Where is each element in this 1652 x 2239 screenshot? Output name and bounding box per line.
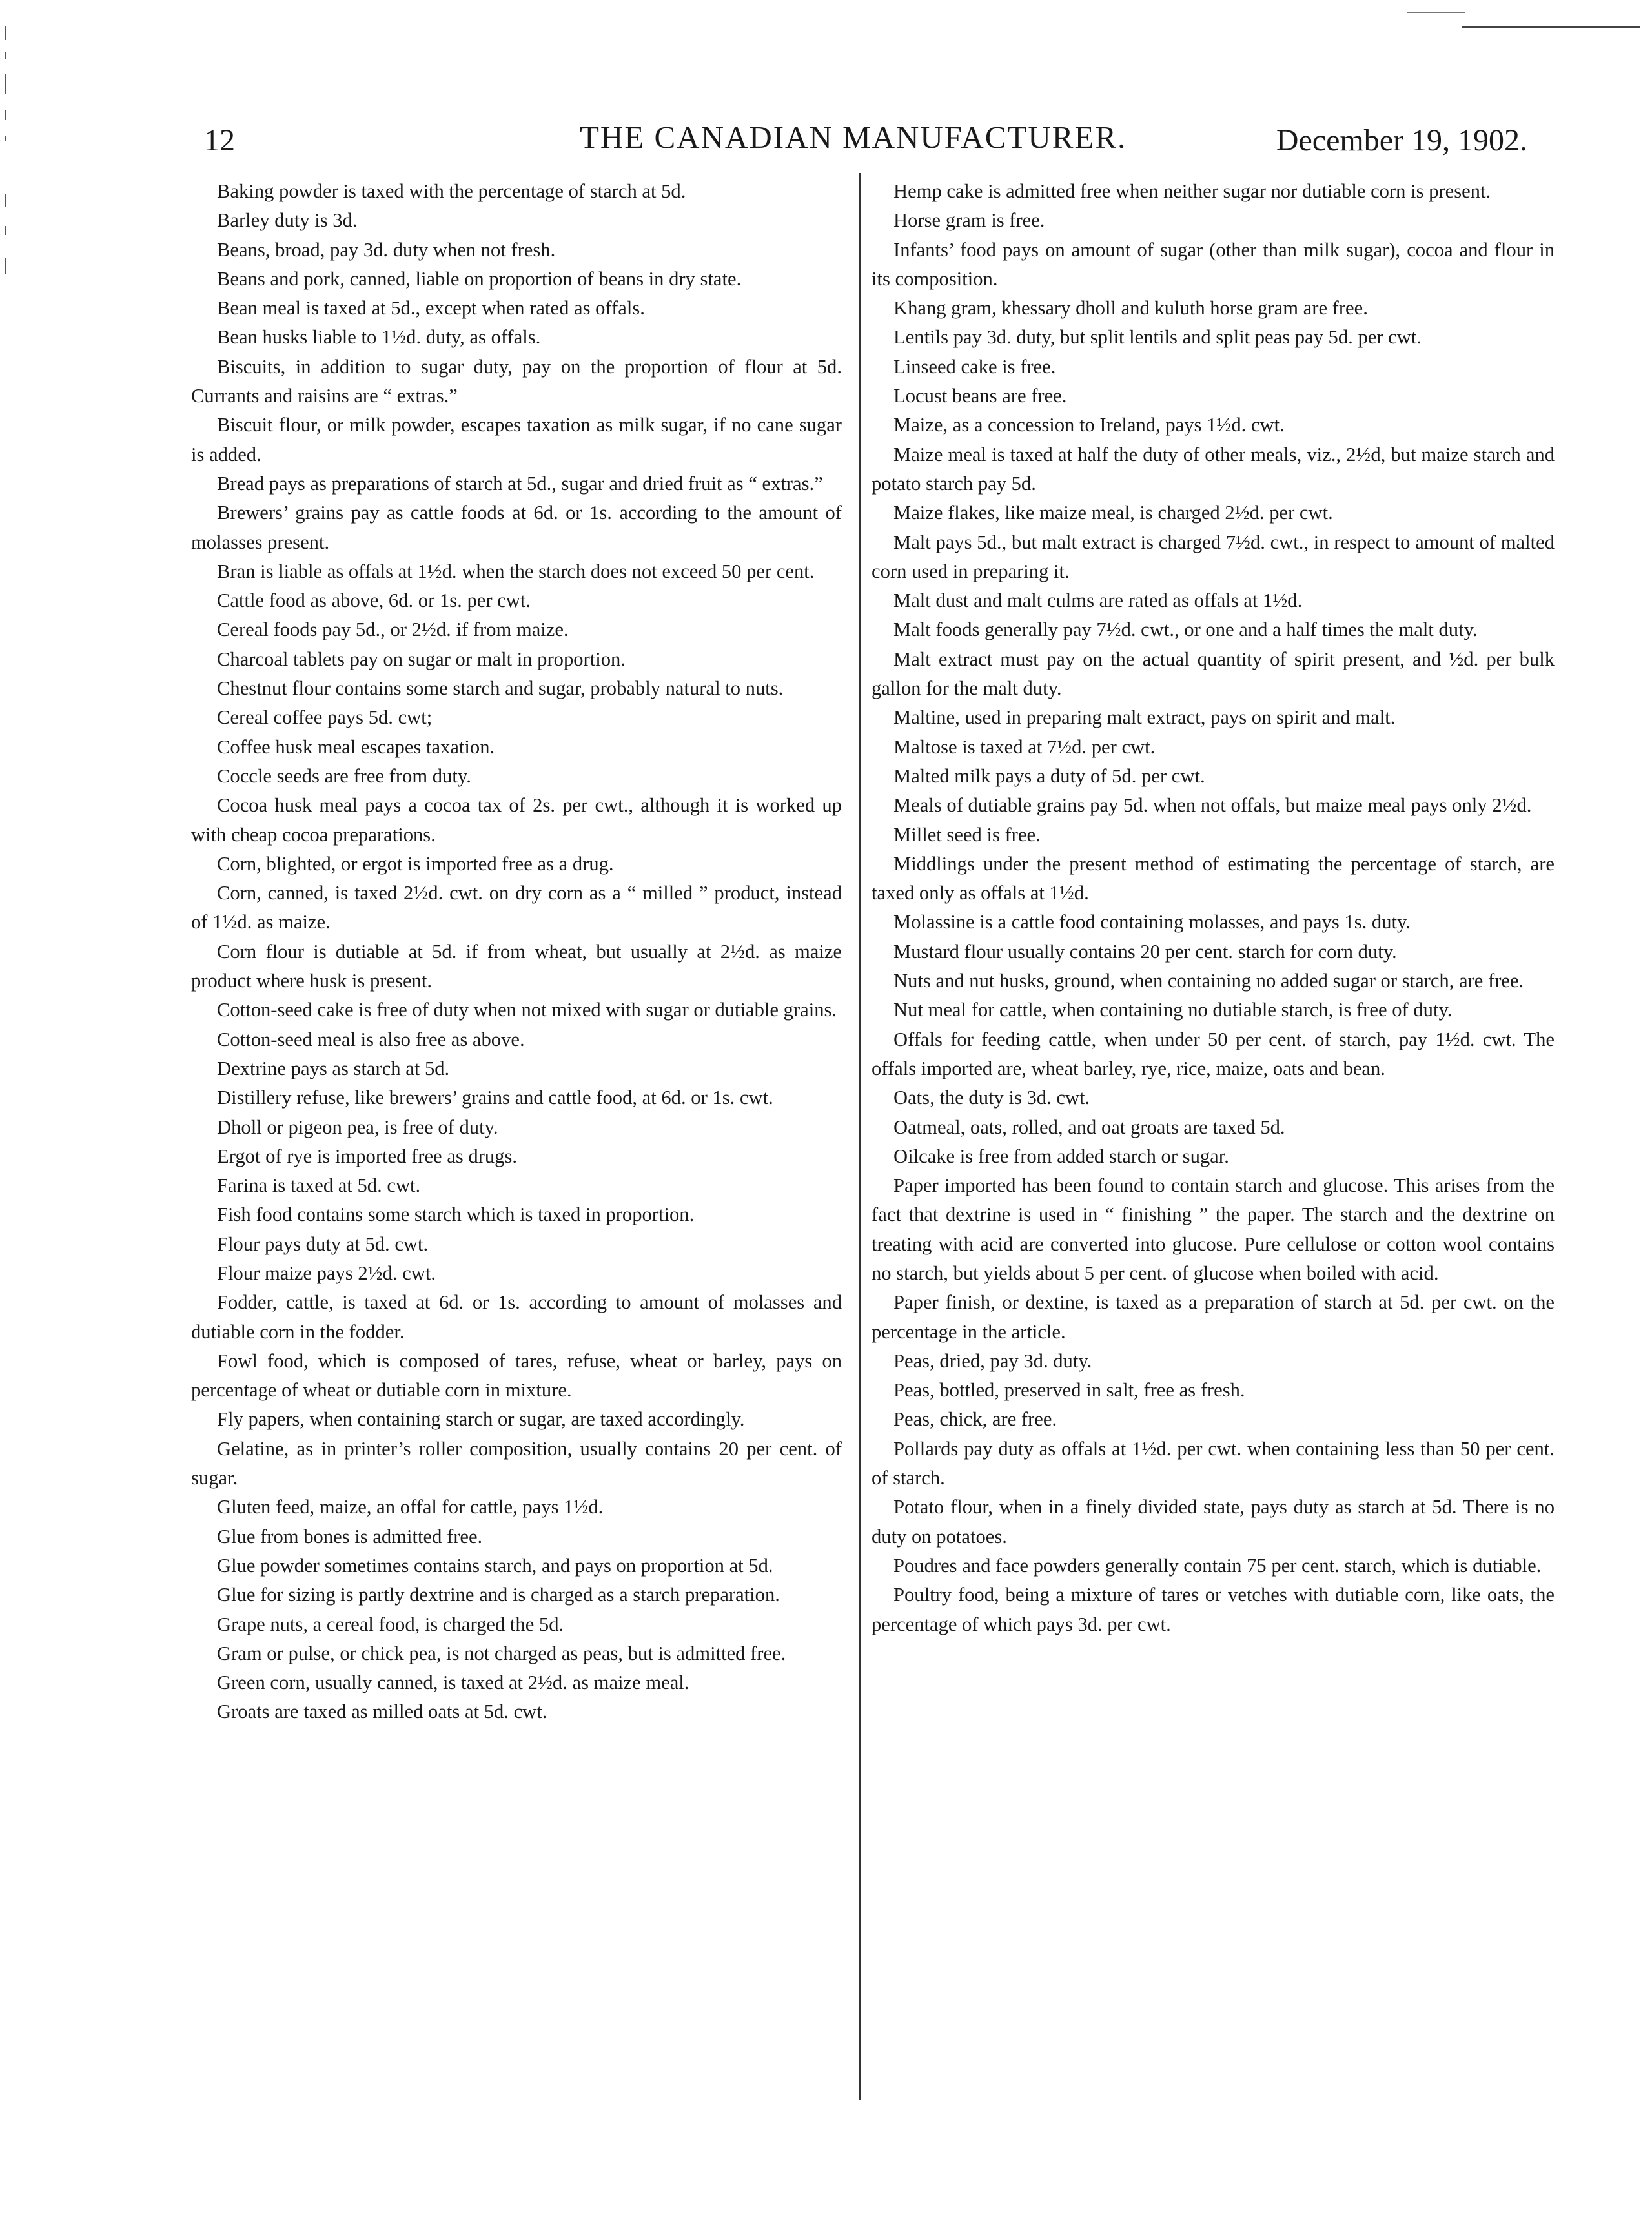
paragraph: Cotton-seed meal is also free as above. [217,1028,525,1050]
paragraph: Malt extract must pay on the actual quantity of spirit present, and ½d. per bulk gallon for the malt duty. [872,648,1555,700]
paragraph: Paper finish, or dextine, is taxed as a preparation of starch at 5d. per cwt. on the percentage in the article. [872,1291,1555,1343]
paragraph: Baking powder is taxed with the percentage of starch at 5d. [217,180,686,202]
paragraph: Horse gram is free. [893,209,1045,232]
paragraph: Peas, bottled, preserved in salt, free as fresh. [893,1379,1245,1402]
paragraph: Green corn, usually canned, is taxed at 2½d. as maize meal. [217,1672,689,1694]
paragraph: Poultry food, being a mixture of tares or vetches with dutiable corn, like oats, the percentage of which pays 3d. per cwt. [872,1584,1555,1635]
paragraph: Mustard flour usually contains 20 per cent. starch for corn duty. [893,940,1397,963]
paragraph: Coccle seeds are free from duty. [217,764,471,787]
paragraph: Nut meal for cattle, when containing no dutiable starch, is free of duty. [893,999,1453,1021]
paragraph: Brewers’ grains pay as cattle foods at 6d. or 1s. according to the amount of molasses present. [191,502,842,553]
paragraph: Linseed cake is free. [893,355,1056,378]
publication-title: THE CANADIAN MANUFACTURER. [580,119,1127,155]
issue-date: December 19, 1902. [1276,123,1527,158]
paragraph: Oilcake is free from added starch or sugar. [893,1145,1229,1167]
paragraph: Maize flakes, like maize meal, is charged 2½d. per cwt. [893,502,1333,524]
paragraph: Dextrine pays as starch at 5d. [217,1057,450,1079]
paragraph: Potato flour, when in a finely divided state, pays duty as starch at 5d. There is no duty on potatoes. [872,1496,1555,1548]
page-number: 12 [204,123,235,158]
paragraph: Corn, canned, is taxed 2½d. cwt. on dry corn as a “ milled ” product, instead of 1½d. as maize. [191,882,842,934]
paragraph: Charcoal tablets pay on sugar or malt in proportion. [217,648,626,670]
paragraph: Peas, dried, pay 3d. duty. [893,1349,1092,1372]
binding-margin-marks [5,13,12,284]
paragraph: Molassine is a cattle food containing molasses, and pays 1s. duty. [893,911,1411,934]
paragraph: Biscuits, in addition to sugar duty, pay on the proportion of flour at 5d. Currants and raisins are “ extras.” [191,355,842,407]
paragraph: Peas, chick, are free. [893,1408,1057,1431]
paragraph: Infants’ food pays on amount of sugar (other than milk sugar), cocoa and flour in its composition. [872,238,1555,290]
page-header [204,110,1527,168]
paragraph: Coffee husk meal escapes taxation. [217,735,495,758]
paragraph: Bean husks liable to 1½d. duty, as offals. [217,326,541,349]
paragraph: Grape nuts, a cereal food, is charged the 5d. [217,1613,564,1635]
paragraph: Malt dust and malt culms are rated as offals at 1½d. [893,589,1303,612]
top-edge-rule [1407,12,1465,13]
column-divider [859,173,861,2100]
paragraph: Bran is liable as offals at 1½d. when the starch does not exceed 50 per cent. [217,560,815,582]
paragraph: Glue for sizing is partly dextrine and is charged as a starch preparation. [217,1584,780,1606]
paragraph: Corn, blighted, or ergot is imported free as a drug. [217,852,614,875]
paragraph: Pollards pay duty as offals at 1½d. per cwt. when containing less than 50 per cent. of starch. [872,1437,1555,1489]
paragraph: Farina is taxed at 5d. cwt. [217,1174,421,1197]
paragraph: Fly papers, when containing starch or sugar, are taxed accordingly. [217,1408,745,1431]
paragraph: Khang gram, khessary dholl and kuluth horse gram are free. [893,297,1368,320]
left-column [191,177,842,1727]
paragraph: Flour pays duty at 5d. cwt. [217,1232,429,1255]
paragraph: Nuts and nut husks, ground, when containing no added sugar or starch, are free. [893,970,1524,992]
paragraph: Oats, the duty is 3d. cwt. [893,1087,1090,1109]
paragraph: Malt foods generally pay 7½d. cwt., or one and a half times the malt duty. [893,619,1478,641]
paragraph: Malt pays 5d., but malt extract is charged 7½d. cwt., in respect to amount of malted corn used in preparing it. [872,531,1555,582]
paragraph: Middlings under the present method of estimating the percentage of starch, are taxed only as offals at 1½d. [872,852,1555,905]
paragraph: Cattle food as above, 6d. or 1s. per cwt. [217,589,531,612]
paragraph: Cotton-seed cake is free of duty when not mixed with sugar or dutiable grains. [217,999,837,1021]
right-column [872,177,1555,1639]
paragraph: Bean meal is taxed at 5d., except when rated as offals. [217,297,645,320]
paragraph: Fowl food, which is composed of tares, refuse, wheat or barley, pays on percentage of wheat or dutiable corn in mixture. [191,1349,842,1402]
paragraph: Poudres and face powders generally contain 75 per cent. starch, which is dutiable. [893,1554,1542,1577]
paragraph: Maize, as a concession to Ireland, pays 1½d. cwt. [893,414,1285,436]
paragraph: Barley duty is 3d. [217,209,358,232]
paragraph: Maltine, used in preparing malt extract, pays on spirit and malt. [893,706,1396,729]
paragraph: Beans, broad, pay 3d. duty when not fresh. [217,238,556,261]
paragraph: Glue from bones is admitted free. [217,1525,483,1548]
paragraph: Beans and pork, canned, liable on proportion of beans in dry state. [217,267,742,290]
paragraph: Cocoa husk meal pays a cocoa tax of 2s. per cwt., although it is worked up with cheap cocoa preparations. [191,794,842,846]
paragraph: Meals of dutiable grains pay 5d. when not offals, but maize meal pays only 2½d. [893,794,1532,817]
paragraph: Maltose is taxed at 7½d. per cwt. [893,735,1156,758]
paragraph: Cereal foods pay 5d., or 2½d. if from maize. [217,619,569,641]
paragraph: Chestnut flour contains some starch and sugar, probably natural to nuts. [217,677,784,700]
paragraph: Lentils pay 3d. duty, but split lentils and split peas pay 5d. per cwt. [893,326,1422,349]
paragraph: Glue powder sometimes contains starch, and pays on proportion at 5d. [217,1554,773,1577]
paragraph: Malted milk pays a duty of 5d. per cwt. [893,764,1205,787]
paragraph: Gram or pulse, or chick pea, is not charged as peas, but is admitted free. [217,1642,786,1664]
paragraph: Maize meal is taxed at half the duty of other meals, viz., 2½d, but maize starch and potato starch pay 5d. [872,443,1555,495]
paragraph: Groats are taxed as milled oats at 5d. cwt. [217,1701,547,1723]
paragraph: Distillery refuse, like brewers’ grains and cattle food, at 6d. or 1s. cwt. [217,1087,773,1109]
paragraph: Fish food contains some starch which is taxed in proportion. [217,1203,695,1226]
paragraph: Ergot of rye is imported free as drugs. [217,1145,518,1167]
paragraph: Locust beans are free. [893,385,1067,407]
paragraph: Offals for feeding cattle, when under 50 per cent. of starch, pay 1½d. cwt. The offals imported are, wheat barley, rye, rice, maize, oats and bean. [872,1028,1555,1079]
top-edge-rule [1462,26,1640,28]
paragraph: Fodder, cattle, is taxed at 6d. or 1s. according to amount of molasses and dutiable corn in the fodder. [191,1291,842,1343]
paragraph: Paper imported has been found to contain starch and glucose. This arises from the fact that dextrine is used in “ finishing ” the paper. The starch and the dextrine on treating with acid are converted into glucose. Pure cellulose or cotton wool contains no starch, but yields about 5 per cent. of glucose when boiled with acid. [872,1174,1555,1284]
paragraph: Cereal coffee pays 5d. cwt; [217,706,433,729]
paragraph: Hemp cake is admitted free when neither sugar nor dutiable corn is present. [893,180,1491,202]
paragraph: Dholl or pigeon pea, is free of duty. [217,1116,498,1138]
paragraph: Oatmeal, oats, rolled, and oat groats are taxed 5d. [893,1116,1285,1138]
paragraph: Bread pays as preparations of starch at 5d., sugar and dried fruit as “ extras.” [217,472,823,495]
paragraph: Gelatine, as in printer’s roller composition, usually contains 20 per cent. of sugar. [191,1437,842,1489]
paragraph: Millet seed is free. [893,823,1041,846]
paragraph: Gluten feed, maize, an offal for cattle, pays 1½d. [217,1496,604,1518]
paragraph: Biscuit flour, or milk powder, escapes taxation as milk sugar, if no cane sugar is added. [191,414,842,465]
paragraph: Corn flour is dutiable at 5d. if from wheat, but usually at 2½d. as maize product where husk is present. [191,940,842,992]
paragraph: Flour maize pays 2½d. cwt. [217,1262,436,1284]
